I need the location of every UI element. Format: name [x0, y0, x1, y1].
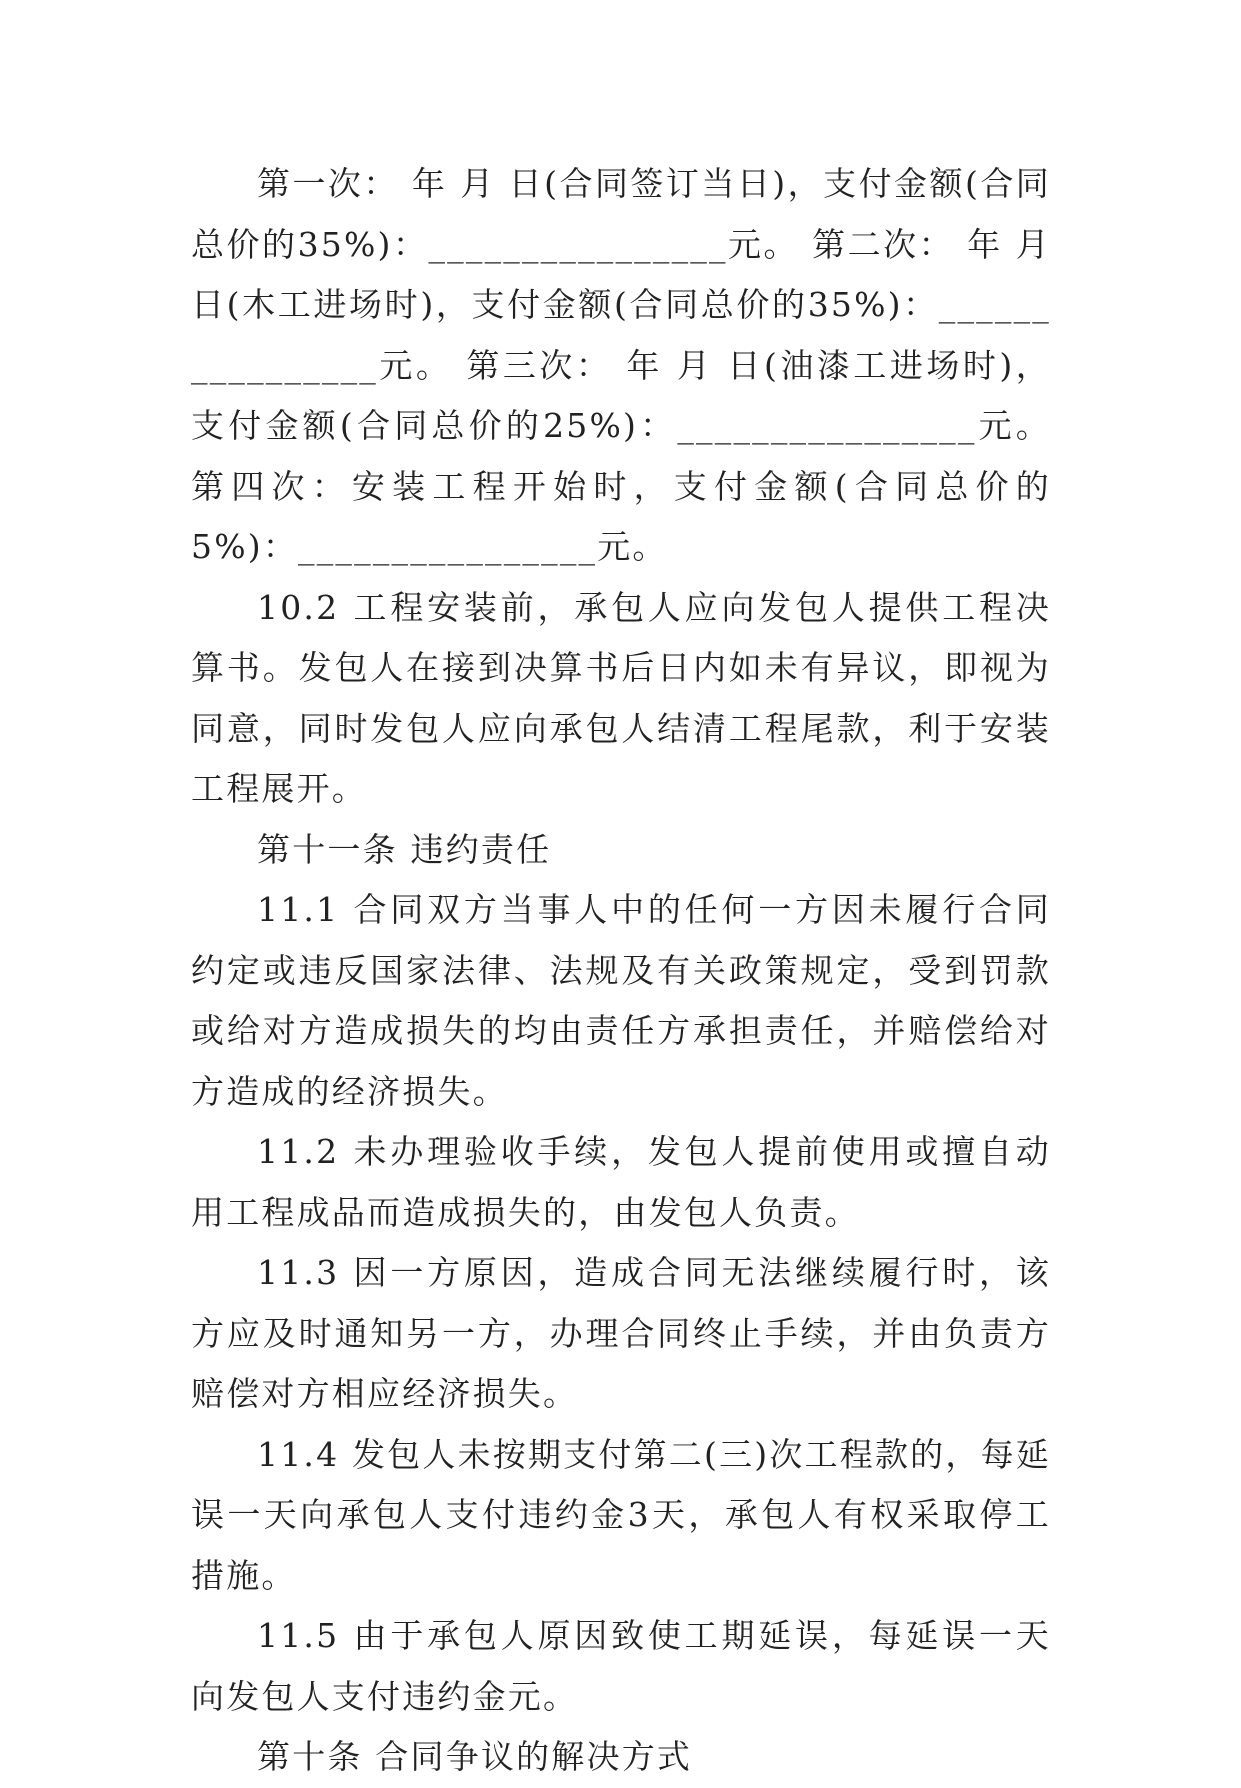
clause-11-5-paragraph: 11.5 由于承包人原因致使工期延误，每延误一天向发包人支付违约金元。	[191, 1616, 1051, 1716]
document-page	[191, 154, 1051, 1788]
clause-10-2-paragraph: 10.2 工程安装前，承包人应向发包人提供工程决算书。发包人在接到决算书后日内如未有异议，即视为同意，同时发包人应向承包人结清工程尾款，利于安装工程展开。	[191, 587, 1051, 808]
clause-11-2-paragraph: 11.2 未办理验收手续，发包人提前使用或擅自动用工程成品而造成损失的，由发包人负责。	[191, 1132, 1051, 1232]
payment-schedule-paragraph: 第一次： 年 月 日(合同签订当日)，支付金额(合同总价的35%)：________________元。 第二次： 年 月 日(木工进场时)，支付金额(合同总价的35%)：________________元。 第三次： 年 月 日(油漆工进场时)，支付金额(合同总价的25%)：________________元。 第四次：安装工程开始时，支付金额(合同总价的5%)：________________元。	[191, 164, 1051, 566]
article-10-heading: 第十条 合同争议的解决方式	[257, 1737, 693, 1776]
clause-11-4-paragraph: 11.4 发包人未按期支付第二(三)次工程款的，每延误一天向承包人支付违约金3天，承包人有权采取停工措施。	[191, 1434, 1051, 1595]
clause-11-3-paragraph: 11.3 因一方原因，造成合同无法继续履行时，该方应及时通知另一方，办理合同终止手续，并由负责方赔偿对方相应经济损失。	[191, 1253, 1051, 1413]
article-11-heading: 第十一条 违约责任	[257, 829, 552, 869]
clause-11-1-paragraph: 11.1 合同双方当事人中的任何一方因未履行合同约定或违反国家法律、法规及有关政策规定，受到罚款或给对方造成损失的均由责任方承担责任，并赔偿给对方造成的经济损失。	[191, 890, 1051, 1111]
